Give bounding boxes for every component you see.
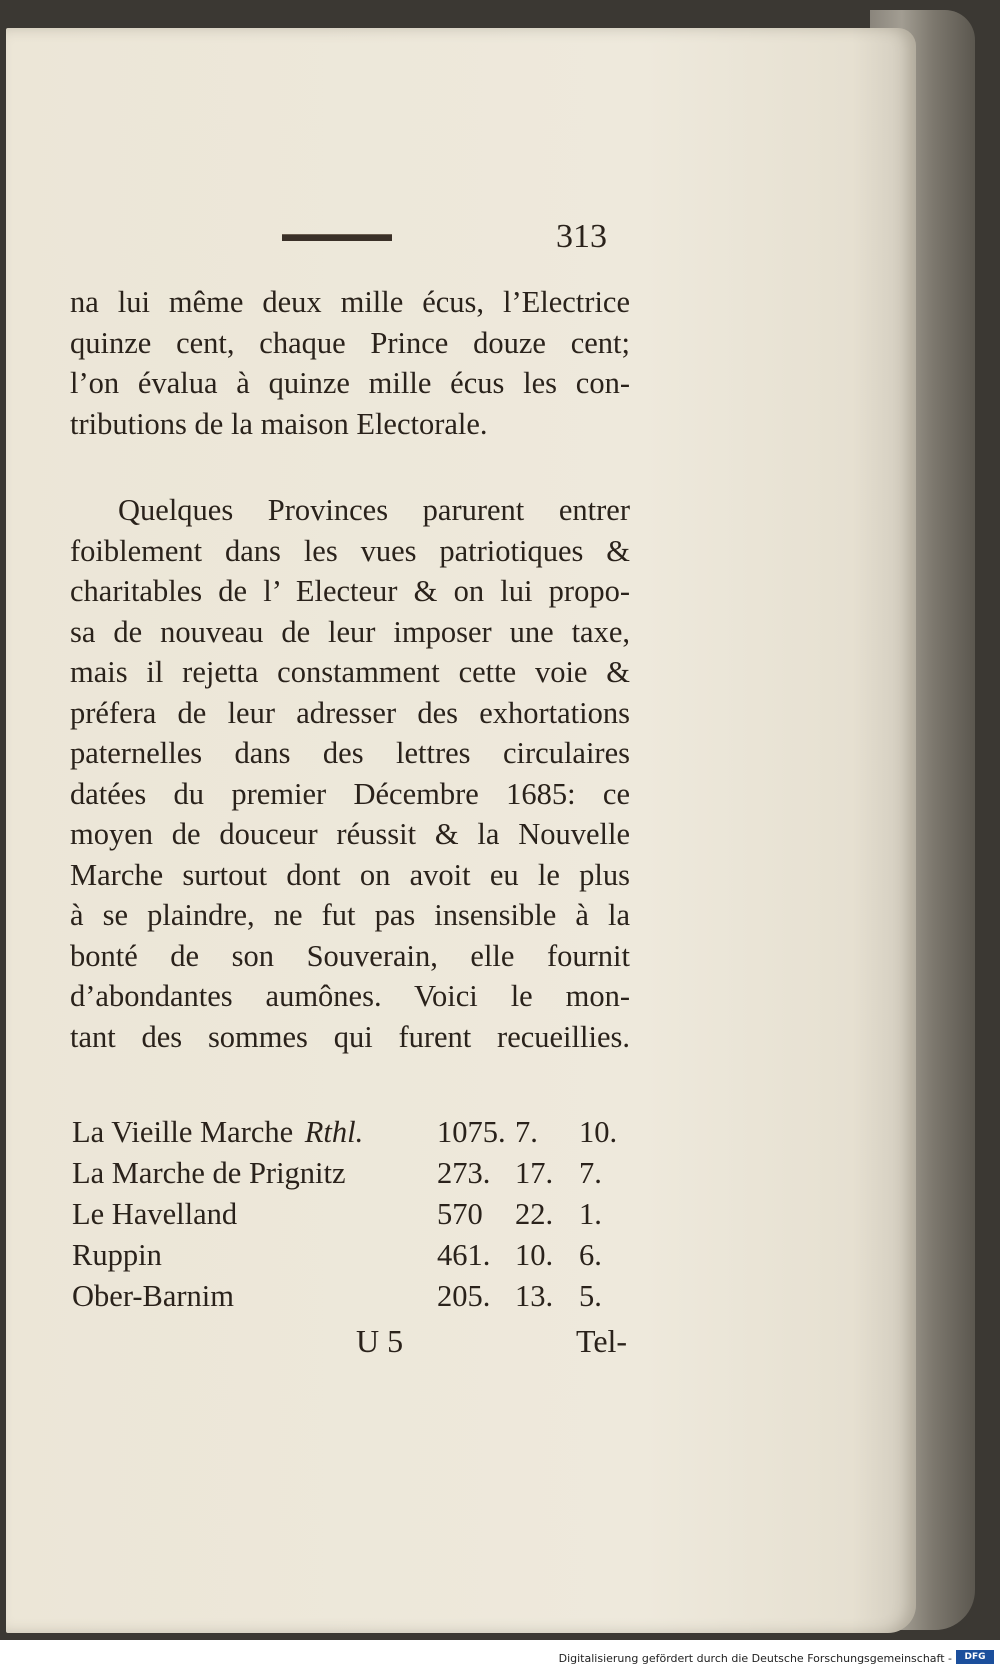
text-line: d’abondantes aumônes. Voici le mon-	[70, 979, 630, 1013]
sums-table	[72, 1112, 632, 1317]
currency-label: Rthl.	[304, 1115, 364, 1149]
header-rule	[282, 234, 392, 241]
table-row	[72, 1153, 632, 1194]
province-cell	[72, 1112, 437, 1153]
text-line: à se plaindre, ne fut pas insensible à la	[70, 898, 630, 932]
text-line: Marche surtout dont on avoit eu le plus	[70, 857, 630, 892]
amount-thaler: 1075.	[437, 1115, 506, 1149]
province-name: La Vieille Marche	[72, 1115, 294, 1149]
text-line: na lui même deux mille écus, l’Electrice	[70, 285, 630, 319]
table-row	[72, 1194, 632, 1235]
text-line: datées du premier Décembre 1685: ce	[70, 776, 630, 811]
catchword: Tel-	[576, 1323, 628, 1359]
amount-groschen: 10.	[515, 1238, 554, 1272]
amount-thaler: 570	[437, 1197, 483, 1231]
text-line: bonté de son Souverain, elle fournit	[70, 938, 630, 973]
table-row	[72, 1276, 632, 1317]
amount-groschen: 17.	[515, 1156, 554, 1190]
amount-groschen: 7.	[515, 1115, 538, 1149]
amount-pfennig: 1.	[579, 1197, 602, 1231]
signature-mark: U 5	[356, 1323, 404, 1359]
text-line: mais il rejetta constamment cette voie &	[70, 655, 630, 689]
amount-pfennig: 7.	[579, 1156, 602, 1190]
text-line: foiblement dans les vues patriotiques &	[70, 533, 630, 568]
text-line: préfera de leur adresser des exhortations	[70, 695, 630, 730]
table-row	[72, 1235, 632, 1276]
text-line: Quelques Provinces parurent entrer	[118, 493, 630, 527]
paragraph-1	[70, 282, 630, 444]
page-number: 313	[556, 218, 607, 255]
province-name: Le Havelland	[72, 1197, 238, 1231]
table-row	[72, 1112, 632, 1153]
amount-groschen: 22.	[515, 1197, 554, 1231]
amount-thaler: 205.	[437, 1279, 491, 1313]
amount-thaler: 461.	[437, 1238, 491, 1272]
amount-groschen: 13.	[515, 1279, 554, 1313]
funding-credit: Digitalisierung gefördert durch die Deutsche Forschungsgemeinschaft -	[558, 1652, 952, 1665]
province-name: Ruppin	[72, 1238, 162, 1272]
text-line: charitables de l’ Electeur & on lui propo-	[70, 574, 630, 608]
text-line: l’on évalua à quinze mille écus les con-	[70, 366, 630, 400]
amount-thaler: 273.	[437, 1156, 491, 1190]
paragraph-2	[70, 490, 630, 1057]
province-name: Ober-Barnim	[72, 1279, 235, 1313]
text-line: paternelles dans des lettres circulaires	[70, 736, 630, 770]
text-line: moyen de douceur réussit & la Nouvelle	[70, 817, 630, 851]
amount-pfennig: 10.	[579, 1115, 618, 1149]
text-line: quinze cent, chaque Prince douze cent;	[70, 325, 630, 360]
dfg-logo-icon: DFG	[956, 1650, 994, 1664]
text-line: sa de nouveau de leur imposer une taxe,	[70, 614, 630, 649]
province-name: La Marche de Prignitz	[72, 1156, 346, 1190]
book-page	[6, 28, 916, 1633]
text-line: tant des sommes qui furent recueillies.	[70, 1019, 630, 1054]
amount-pfennig: 6.	[579, 1238, 602, 1272]
text-line: tributions de la maison Electorale.	[70, 406, 488, 441]
amount-pfennig: 5.	[579, 1279, 602, 1313]
